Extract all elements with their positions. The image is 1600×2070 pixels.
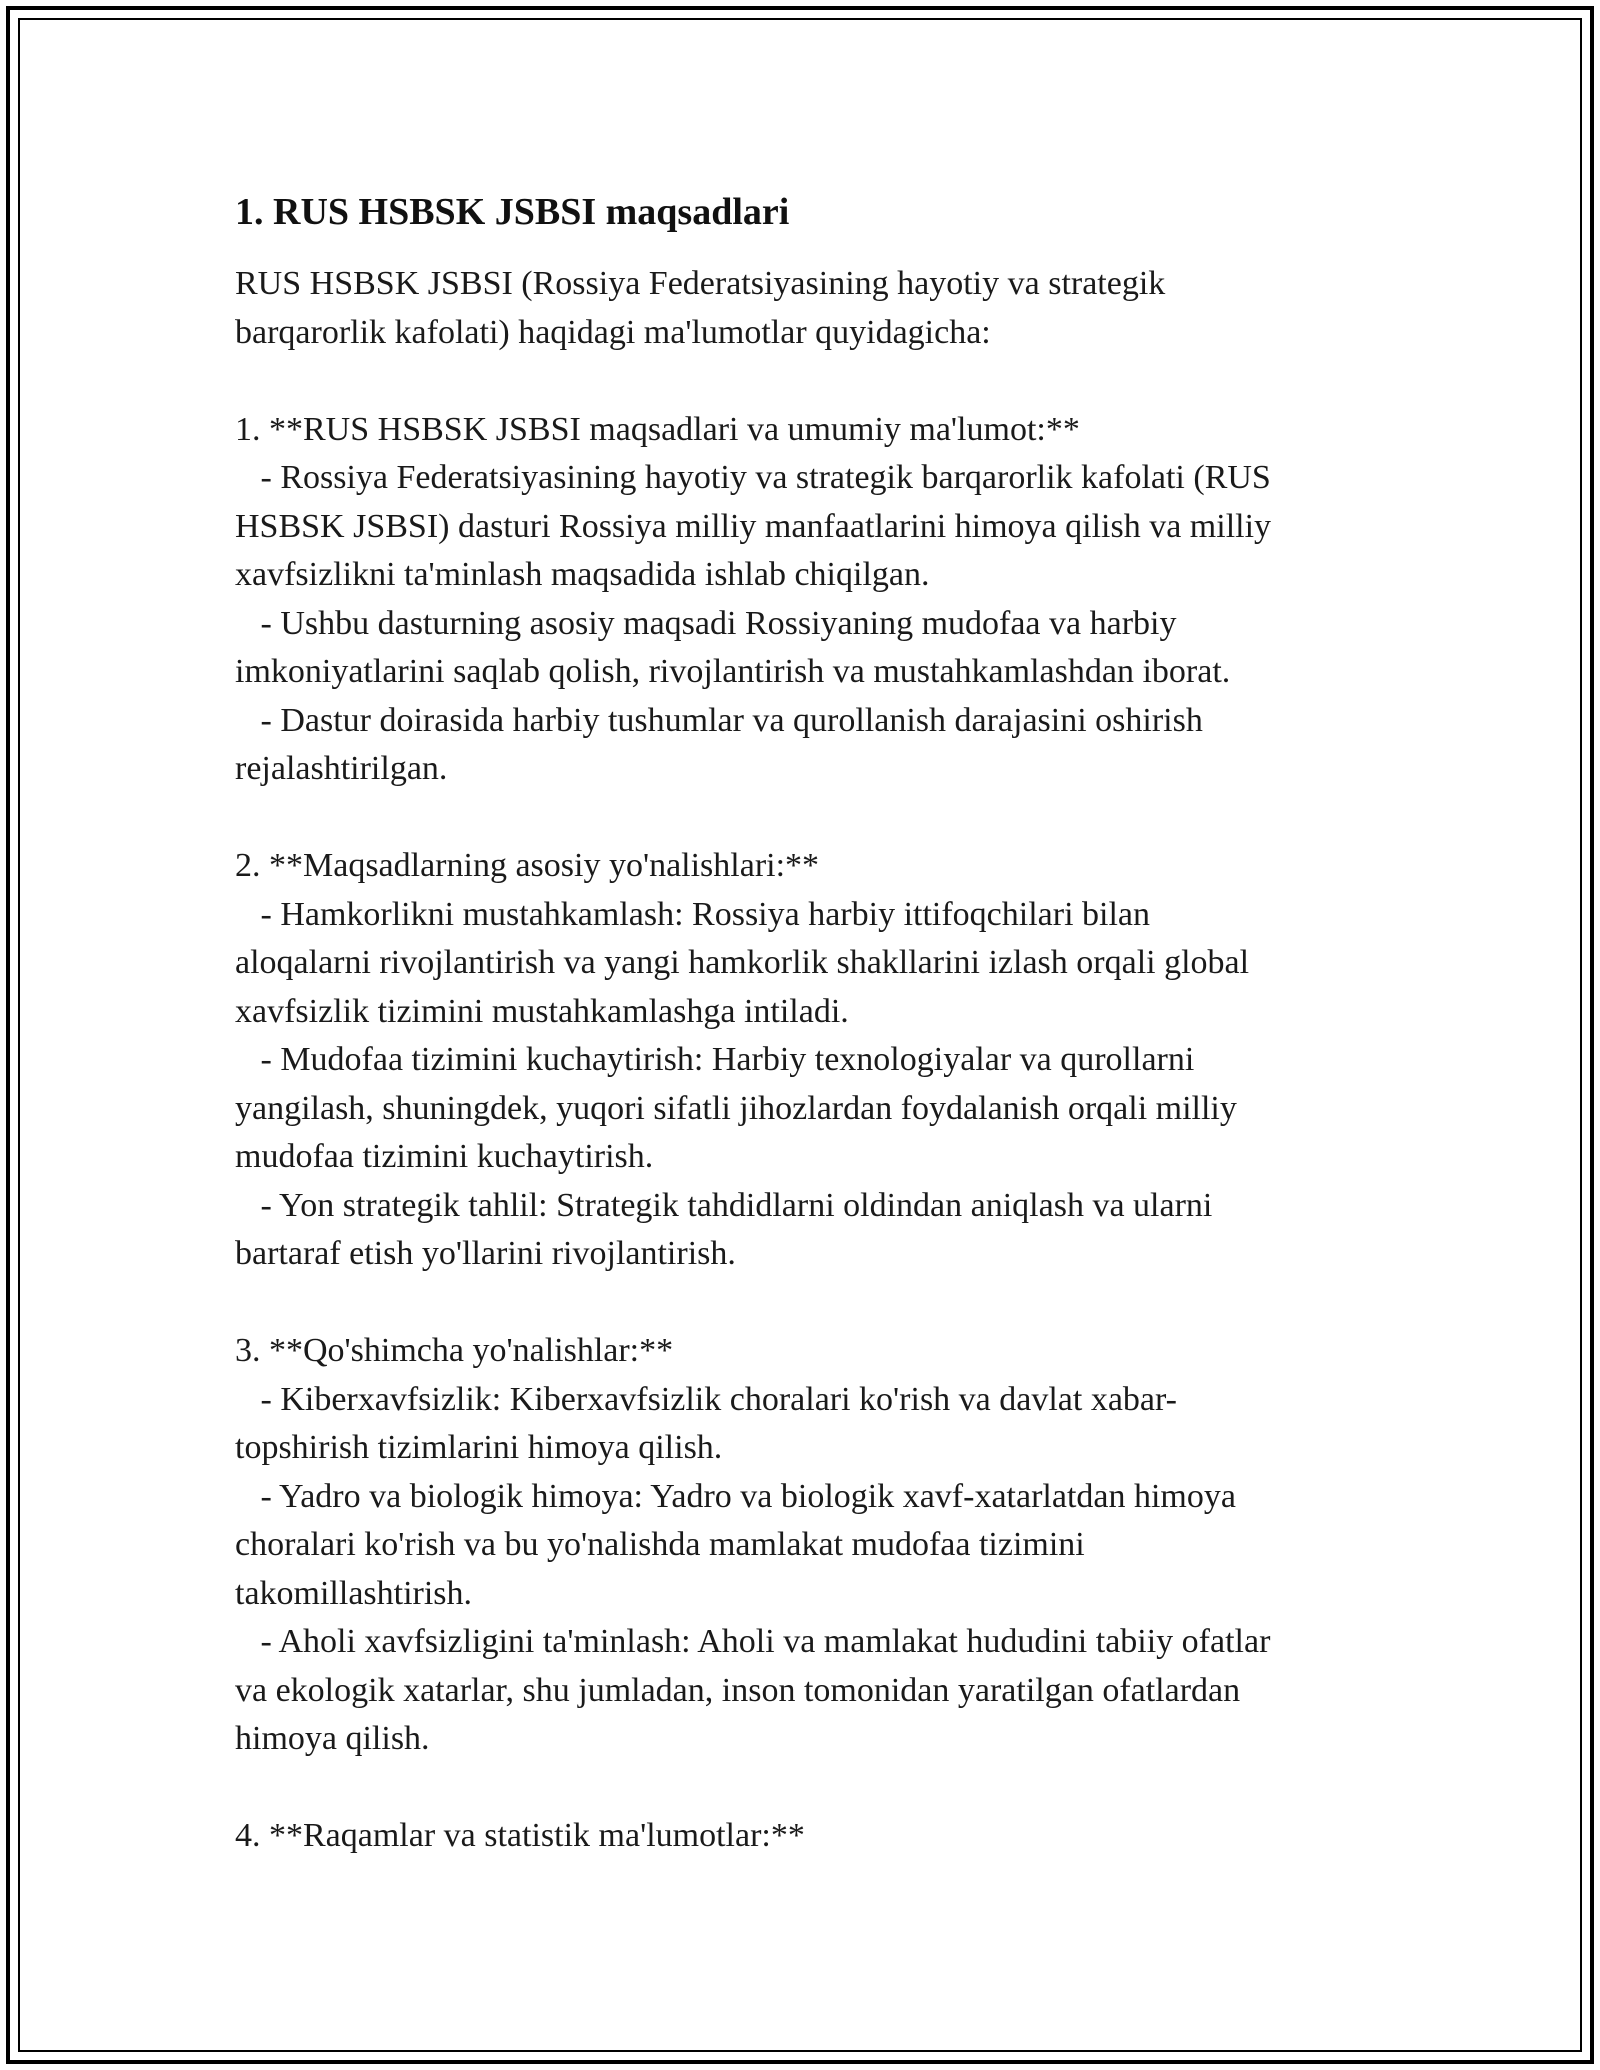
section-2-line: 2. **Maqsadlarning asosiy yo'nalishlari:** — [235, 847, 820, 884]
section-3-line: takomillashtirish. — [235, 1574, 473, 1612]
section-3-line: - Kiberxavfsizlik: Kiberxavfsizlik choralari ko'rish va davlat xabar- — [235, 1380, 1177, 1418]
section-1-line: xavfsizlikni ta'minlash maqsadida ishlab chiqilgan. — [235, 556, 930, 593]
section-2-line: - Yon strategik tahlil: Strategik tahdidlarni oldindan aniqlash va ularni — [235, 1186, 1213, 1224]
section-3-line: topshirish tizimlarini himoya qilish. — [235, 1429, 723, 1466]
section-3-line: va ekologik xatarlar, shu jumladan, inson tomonidan yaratilgan ofatlardan — [235, 1671, 1241, 1709]
section-1-line: - Ushbu dasturning asosiy maqsadi Rossiyaning mudofaa va harbiy — [235, 604, 1177, 642]
section-2-line: bartaraf etish yo'llarini rivojlantirish. — [235, 1235, 736, 1272]
intro-line: barqarorlik kafolati) haqidagi ma'lumotlar quyidagicha: — [235, 313, 991, 351]
paragraph-gap — [235, 1764, 1365, 1813]
section-1-line: 1. **RUS HSBSK JSBSI maqsadlari va umumiy ma'lumot:** — [235, 410, 1080, 448]
document-heading: 1. RUS HSBSK JSBSI maqsadlari — [235, 191, 790, 233]
paragraph-gap — [235, 1279, 1365, 1328]
section-2-line: - Hamkorlikni mustahkamlash: Rossiya harbiy ittifoqchilari bilan — [235, 895, 1151, 933]
section-3-line: - Aholi xavfsizligini ta'minlash: Aholi va mamlakat hududini tabiiy ofatlar — [235, 1623, 1271, 1660]
section-1-line: rejalashtirilgan. — [235, 750, 448, 787]
section-3-line: choralari ko'rish va bu yo'nalishda mamlakat mudofaa tizimini — [235, 1526, 1085, 1563]
section-2-line: xavfsizlik tizimini mustahkamlashga intiladi. — [235, 992, 849, 1030]
section-2-line: yangilash, shuningdek, yuqori sifatli jihozlardan foydalanish orqali milliy — [235, 1089, 1237, 1127]
paragraph-gap — [235, 794, 1365, 843]
section-2-line: aloqalarni rivojlantirish va yangi hamkorlik shakllarini izlash orqali global — [235, 944, 1250, 981]
section-1-line: - Dastur doirasida harbiy tushumlar va qurollanish darajasini oshirish — [235, 701, 1203, 739]
section-3-line: 3. **Qo'shimcha yo'nalishlar:** — [235, 1332, 674, 1369]
document-text — [235, 260, 1365, 1861]
section-3-line: himoya qilish. — [235, 1720, 430, 1757]
section-4-line: 4. **Raqamlar va statistik ma'lumotlar:** — [235, 1817, 805, 1854]
section-3-line: - Yadro va biologik himoya: Yadro va biologik xavf-xatarlatdan himoya — [235, 1477, 1236, 1515]
intro-line: RUS HSBSK JSBSI (Rossiya Federatsiyasining hayotiy va strategik — [235, 265, 1166, 302]
document-body — [235, 182, 1365, 1861]
section-1-line: - Rossiya Federatsiyasining hayotiy va strategik barqarorlik kafolati (RUS — [235, 459, 1271, 496]
section-2-line: - Mudofaa tizimini kuchaytirish: Harbiy texnologiyalar va qurollarni — [235, 1041, 1195, 1078]
section-1-line: HSBSK JSBSI) dasturi Rossiya milliy manfaatlarini himoya qilish va milliy — [235, 507, 1272, 545]
section-2-line: mudofaa tizimini kuchaytirish. — [235, 1138, 654, 1175]
paragraph-gap — [235, 357, 1365, 406]
section-1-line: imkoniyatlarini saqlab qolish, rivojlantirish va mustahkamlashdan iborat. — [235, 653, 1231, 690]
